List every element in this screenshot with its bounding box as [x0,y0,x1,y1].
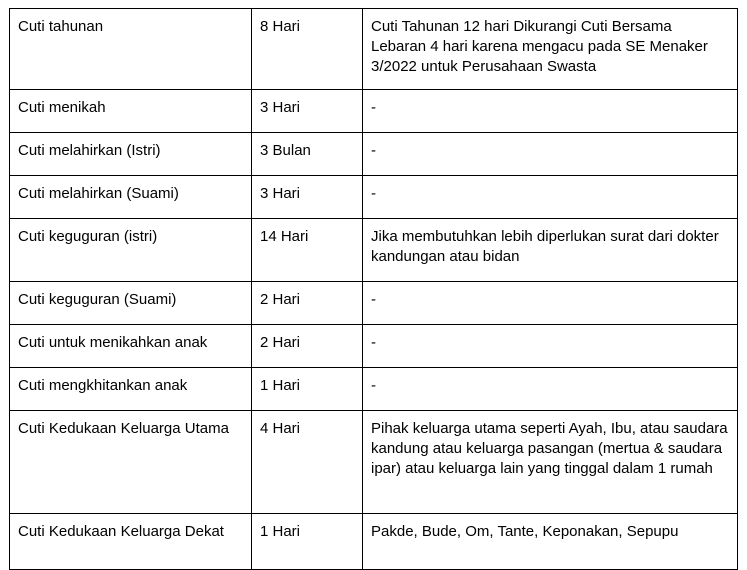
table-row [10,282,738,325]
table-row [10,325,738,368]
leave-type-cell: Cuti Kedukaan Keluarga Utama [10,411,252,514]
leave-note-cell: - [363,282,738,325]
leave-duration-cell: 3 Hari [252,176,363,219]
leave-type-cell: Cuti Kedukaan Keluarga Dekat [10,514,252,570]
leave-note-cell: Pihak keluarga utama seperti Ayah, Ibu, atau saudara kandung atau keluarga pasangan (mertua & saudara ipar) atau keluarga lain yang tinggal dalam 1 rumah [363,411,738,514]
table-row [10,9,738,90]
leave-type-cell: Cuti mengkhitankan anak [10,368,252,411]
leave-table [9,8,738,570]
leave-note-cell: Jika membutuhkan lebih diperlukan surat dari dokter kandungan atau bidan [363,219,738,282]
leave-duration-cell: 2 Hari [252,282,363,325]
leave-note-cell: Pakde, Bude, Om, Tante, Keponakan, Sepupu [363,514,738,570]
leave-note-cell: - [363,176,738,219]
leave-type-cell: Cuti keguguran (istri) [10,219,252,282]
table-row [10,368,738,411]
table-row [10,219,738,282]
leave-note-cell: Cuti Tahunan 12 hari Dikurangi Cuti Bersama Lebaran 4 hari karena mengacu pada SE Menaker 3/2022 untuk Perusahaan Swasta [363,9,738,90]
leave-note-cell: - [363,90,738,133]
table-row [10,133,738,176]
leave-type-cell: Cuti menikah [10,90,252,133]
leave-duration-cell: 3 Bulan [252,133,363,176]
table-row [10,176,738,219]
table-row [10,411,738,514]
leave-duration-cell: 1 Hari [252,514,363,570]
leave-duration-cell: 1 Hari [252,368,363,411]
leave-type-cell: Cuti melahirkan (Suami) [10,176,252,219]
leave-duration-cell: 3 Hari [252,90,363,133]
leave-duration-cell: 14 Hari [252,219,363,282]
leave-note-cell: - [363,368,738,411]
leave-note-cell: - [363,325,738,368]
leave-duration-cell: 2 Hari [252,325,363,368]
leave-duration-cell: 4 Hari [252,411,363,514]
table-row [10,514,738,570]
table-row [10,90,738,133]
leave-type-cell: Cuti melahirkan (Istri) [10,133,252,176]
leave-duration-cell: 8 Hari [252,9,363,90]
leave-type-cell: Cuti tahunan [10,9,252,90]
leave-type-cell: Cuti keguguran (Suami) [10,282,252,325]
leave-type-cell: Cuti untuk menikahkan anak [10,325,252,368]
leave-note-cell: - [363,133,738,176]
